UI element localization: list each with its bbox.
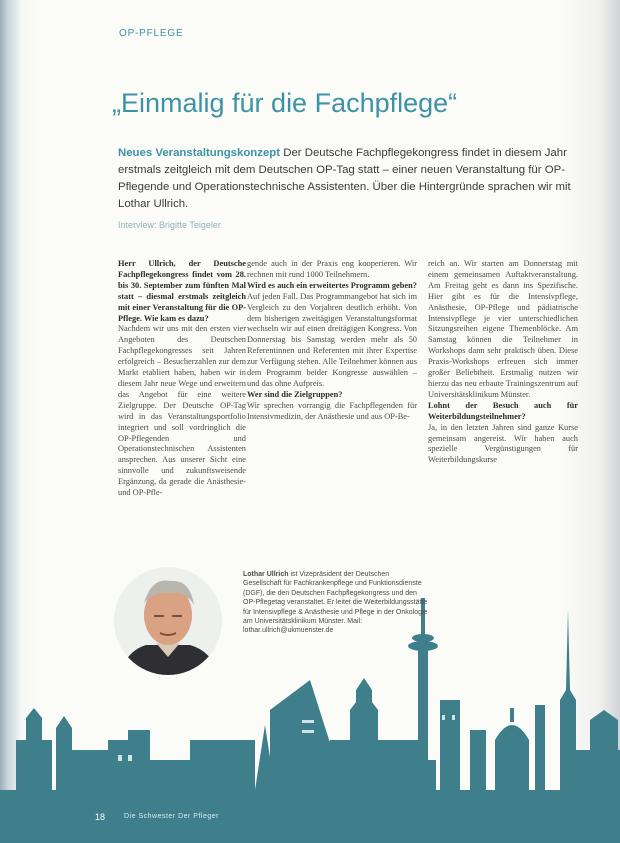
article-headline: „Einmalig für die Fachpflege“ — [112, 88, 458, 118]
interview-question: Wird es auch ein erweitertes Programm geben? — [247, 280, 417, 290]
page-number: 18 — [95, 812, 106, 822]
text-column-3 — [428, 259, 578, 466]
interview-answer: Wir sprechen vorrangig die Fachpflegenden für Intensivmedizin, der Anästhesie und aus OP-Be- — [247, 400, 417, 421]
text-column-1 — [118, 259, 246, 499]
magazine-name: Die Schwester Der Pfleger — [124, 813, 219, 820]
caption-name: Lothar Ullrich — [243, 571, 289, 578]
interview-question: Wer sind die Zielgruppen? — [247, 389, 343, 399]
interview-question: Lohnt der Besuch auch für Weiterbildungsteilnehmer? — [428, 400, 578, 421]
interview-question: Herr Ullrich, der Deutsche Fachpflegekongress findet vom 28. bis 30. September zum fünften Mal statt – diesmal erstmals zeitgleich mit einer Veranstaltung für die OP-Pflege. Wie kam es dazu? — [118, 259, 246, 323]
portrait-photo-icon — [112, 565, 224, 677]
text-column-2 — [247, 259, 417, 423]
caption-text: ist Vizepräsident der Deutschen Gesellschaft für Fachkrankenpflege und Funktionsdienste (DGF), die den Deutschen Fachpflegekongress und den OP-Pflegetag veranstaltet. Er leitet die Weiterbildungsstätte für Intensivpflege & Anästhesie und Pflege in der Onkologie am Universitätsklinikum Münster. Mail: lothar.ullrich@ukmuenster.de — [243, 571, 428, 635]
interview-answer: Nachdem wir uns mit den ersten vier Angeboten des Deutschen Fachpflegekongresses seit Jahren erfolgreich – Besucherzahlen zur dem Markt etabliert haben, haben wir in diesem Jahr neue Wege und erweitern das Angebot für eine weitere Zielgruppe. Der Deutsche OP-Tag wird in das Veranstaltungsportfolio integriert und soll vordringlich die OP-Pflegenden und Operationstechnischen Assistenten ansprechen. Aus unserer Sicht eine sinnvolle und zukunftsweisende Ergänzung, da gerade die Anästhesie- und OP-Pfle- — [118, 324, 246, 498]
interview-answer: Auf jeden Fall. Das Programmangebot hat sich im Vergleich zu den Vorjahren deutlich erhöht. Von dem bisherigen zweitägigen Veranstaltungsformat wechseln wir auf einen dreitägigen Kongress. Von Donnerstag bis Samstag werden mehr als 50 Referentinnen und Referenten mit ihrer Expertise zur Verfügung stehen. Alle Teilnehmer können aus dem Programm beider Kongresse auswählen – und das ohne Aufpreis. — [247, 291, 417, 388]
article-intro — [118, 145, 573, 213]
intro-text: Der Deutsche Fachpflegekongress findet in diesem Jahr erstmals zeitgleich mit dem Deutschen OP-Tag statt – einer neuen Veranstaltung für OP-Pflegende und Operationstechnische Assistenten. Über die Hintergründe sprachen wir mit Lothar Ullrich. — [118, 147, 571, 210]
section-label: OP-PFLEGE — [119, 28, 184, 39]
portrait-caption — [243, 570, 428, 636]
article-byline: Interview: Brigitte Teigeler — [118, 220, 221, 230]
interview-answer: Ja, in den letzten Jahren sind ganze Kurse gemeinsam angereist. Wir haben auch spezielle Vergünstigungen für Weiterbildungskurse — [428, 422, 578, 465]
intro-lead: Neues Veranstaltungskonzept — [118, 147, 281, 159]
interview-answer: reich an. Wir starten am Donnerstag mit einem gemeinsamen Auftaktveranstaltung. Am Freitag geht es dann ins Spezifische. Hier gibt es für die Intensivpflege, Anästhesie, OP-Pflege und pädiatrische Intensivpflege je vier unterschiedlichen Sitzungsreihen eigene Themenblöcke. Am Samstag können die Teilnehmer in Workshops dann sehr praktisch üben. Diese Praxis-Workshops erfreuen sich immer großer Beliebtheit. Erstmalig nutzen wir hierzu das neu erbaute Trainingszentrum auf Universitätsklinikum Münster. — [428, 259, 578, 399]
interview-answer: gende auch in der Praxis eng kooperieren. Wir rechnen mit rund 1000 Teilnehmern. — [247, 259, 417, 279]
